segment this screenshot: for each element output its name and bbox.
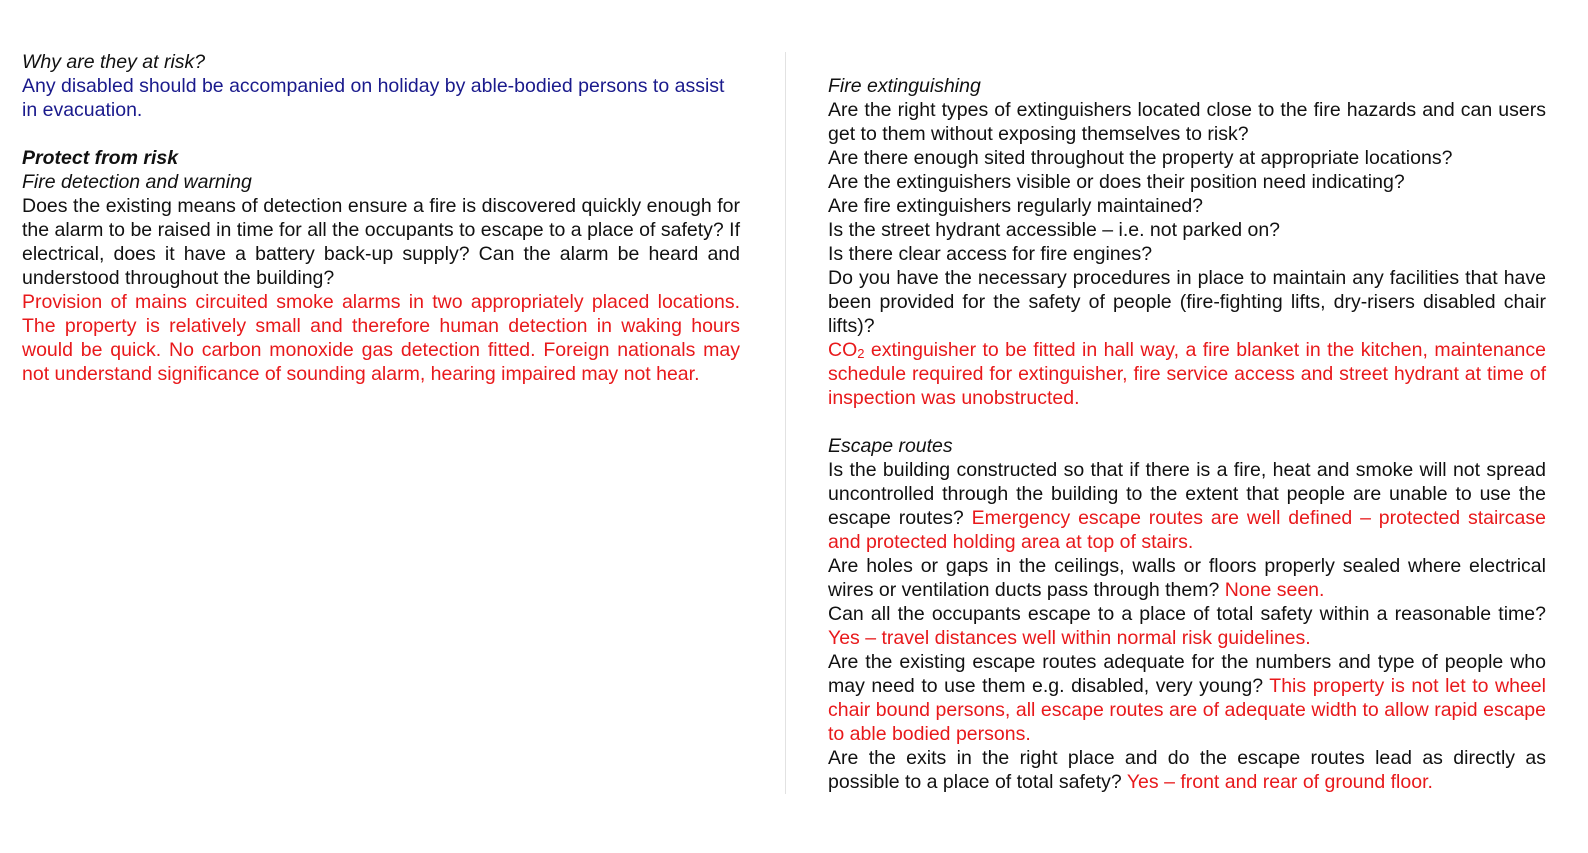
escape-question: Are the existing escape routes adequate for the numbers and type of people who may need to use them e.g. disabled, very young? bbox=[828, 651, 1546, 697]
escape-question: Is the building constructed so that if there is a fire, heat and smoke will not spread uncontrolled through the building to the extent that people are unable to use the escape routes? bbox=[828, 459, 1546, 529]
extinguishing-question: Is there clear access for fire engines? bbox=[828, 243, 1153, 265]
escape-item bbox=[828, 650, 1546, 746]
detection-question: Does the existing means of detection ensure a fire is discovered quickly enough for the alarm to be raised in time for all the occupants to escape to a place of safety? If electrical, does it have a battery back-up supply? Can the alarm be heard and understood throughout the building? bbox=[22, 195, 740, 289]
spacer bbox=[828, 410, 1546, 434]
escape-item bbox=[828, 458, 1546, 554]
risk-heading: Why are they at risk? bbox=[22, 51, 206, 73]
risk-answer: Any disabled should be accompanied on holiday by able-bodied persons to assist in evacuation. bbox=[22, 75, 725, 121]
extinguishing-question: Are there enough sited throughout the property at appropriate locations? bbox=[828, 147, 1453, 169]
escape-question: Are holes or gaps in the ceilings, walls or floors properly sealed where electrical wires or ventilation ducts pass through them? bbox=[828, 555, 1546, 601]
escape-item bbox=[828, 554, 1546, 602]
escape-answer: This property is not let to wheel chair bound persons, all escape routes are of adequate width to allow rapid escape to able bodied persons. bbox=[828, 675, 1546, 745]
escape-item bbox=[828, 602, 1546, 650]
extinguishing-question: Are fire extinguishers regularly maintained? bbox=[828, 195, 1204, 217]
co2-prefix: CO bbox=[828, 339, 858, 361]
extinguishing-question: Do you have the necessary procedures in place to maintain any facilities that have been provided for the safety of people (fire-fighting lifts, dry-risers disabled chair lifts)? bbox=[828, 267, 1546, 337]
escape-item bbox=[828, 746, 1546, 794]
extinguishing-question: Is the street hydrant accessible – i.e. not parked on? bbox=[828, 219, 1281, 241]
right-column bbox=[828, 74, 1546, 794]
escape-question: Can all the occupants escape to a place of total safety within a reasonable time? bbox=[828, 603, 1546, 625]
extinguishing-question: Are the extinguishers visible or does their position need indicating? bbox=[828, 171, 1405, 193]
escape-question: Are the exits in the right place and do the escape routes lead as directly as possible to a place of total safety? bbox=[828, 747, 1546, 793]
extinguishing-answer bbox=[828, 338, 1546, 410]
detection-answer: Provision of mains circuited smoke alarms in two appropriately placed locations. The property is relatively small and therefore human detection in waking hours would be quick. No carbon monoxide gas detection fitted. Foreign nationals may not understand significance of sounding alarm, hearing impaired may not hear. bbox=[22, 291, 740, 385]
co2-subscript: 2 bbox=[857, 346, 865, 361]
spacer bbox=[22, 122, 740, 146]
left-column bbox=[22, 50, 740, 386]
extinguishing-heading: Fire extinguishing bbox=[828, 75, 981, 97]
escape-heading: Escape routes bbox=[828, 435, 953, 457]
escape-answer: Emergency escape routes are well defined – protected staircase and protected holding area at top of stairs. bbox=[828, 507, 1546, 553]
detection-heading: Fire detection and warning bbox=[22, 171, 252, 193]
extinguishing-answer-text: extinguisher to be fitted in hall way, a fire blanket in the kitchen, maintenance schedule required for extinguisher, fire service access and street hydrant at time of inspection was unobstructed. bbox=[828, 339, 1546, 409]
extinguishing-question: Are the right types of extinguishers located close to the fire hazards and can users get to them without exposing themselves to risk? bbox=[828, 99, 1546, 145]
escape-answer: None seen. bbox=[1224, 579, 1325, 601]
escape-answer: Yes – front and rear of ground floor. bbox=[1126, 771, 1433, 793]
column-divider bbox=[785, 52, 786, 794]
escape-answer: Yes – travel distances well within normal risk guidelines. bbox=[828, 627, 1311, 649]
protect-heading: Protect from risk bbox=[22, 147, 179, 169]
